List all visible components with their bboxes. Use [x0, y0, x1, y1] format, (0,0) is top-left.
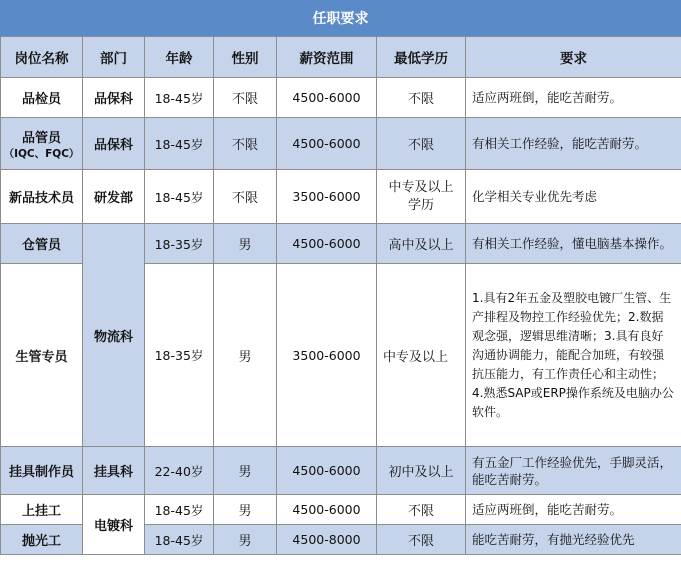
cell-position: 挂具制作员: [1, 447, 83, 495]
table-row: [1, 78, 681, 118]
header-education: 最低学历: [377, 37, 466, 78]
header-age: 年龄: [145, 37, 214, 78]
cell-education: 中专及以上: [377, 264, 466, 447]
cell-education: 初中及以上: [377, 447, 466, 495]
cell-dept: 品保科: [83, 118, 145, 170]
cell-age: 18-45岁: [145, 78, 214, 118]
cell-age: 18-45岁: [145, 525, 214, 555]
header-position: 岗位名称: [1, 37, 83, 78]
cell-gender: 不限: [214, 78, 277, 118]
header-gender: 性别: [214, 37, 277, 78]
cell-gender: 不限: [214, 170, 277, 224]
cell-gender: 男: [214, 495, 277, 525]
cell-requirement: 有五金厂工作经验优先，手脚灵活，能吃苦耐劳。: [466, 447, 681, 495]
table-row: [1, 224, 681, 264]
position-name: 品管员: [21, 130, 61, 146]
cell-position: 新品技术员: [1, 170, 83, 224]
cell-requirement: 能吃苦耐劳，有抛光经验优先: [466, 525, 681, 555]
cell-gender: 男: [214, 525, 277, 555]
cell-gender: 男: [214, 447, 277, 495]
cell-education: 不限: [377, 495, 466, 525]
position-subtitle: （IQC、FQC）: [3, 147, 80, 160]
cell-salary: 3500-6000: [277, 264, 377, 447]
cell-requirement: 1.具有2年五金及塑胶电镀厂生管、生产排程及物控工作经验优先；2.数据观念强，逻辑思维清晰；3.具有良好沟通协调能力，能配合加班，有较强抗压能力，有工作责任心和主动性；4.熟悉SAP或ERP操作系统及电脑办公软件。: [466, 264, 681, 447]
cell-education: 高中及以上: [377, 224, 466, 264]
cell-salary: 4500-6000: [277, 118, 377, 170]
table-row: [1, 170, 681, 224]
cell-salary: 4500-6000: [277, 447, 377, 495]
cell-position: 上挂工: [1, 495, 83, 525]
cell-requirement: 化学相关专业优先考虑: [466, 170, 681, 224]
cell-age: 18-45岁: [145, 118, 214, 170]
cell-requirement: 有相关工作经验，能吃苦耐劳。: [466, 118, 681, 170]
cell-age: 22-40岁: [145, 447, 214, 495]
header-requirement: 要求: [466, 37, 681, 78]
header-dept: 部门: [83, 37, 145, 78]
cell-salary: 4500-6000: [277, 495, 377, 525]
cell-salary: 4500-6000: [277, 224, 377, 264]
cell-position: [1, 118, 83, 170]
requirements-table: [0, 36, 681, 555]
header-row: [1, 37, 681, 78]
cell-gender: 不限: [214, 118, 277, 170]
cell-requirement: 适应两班倒，能吃苦耐劳。: [466, 78, 681, 118]
cell-requirement: 适应两班倒，能吃苦耐劳。: [466, 495, 681, 525]
table-title: 任职要求: [0, 0, 681, 36]
cell-education: 中专及以上学历: [377, 170, 466, 224]
table-row: [1, 447, 681, 495]
cell-requirement: 有相关工作经验，懂电脑基本操作。: [466, 224, 681, 264]
cell-position: 仓管员: [1, 224, 83, 264]
cell-gender: 男: [214, 264, 277, 447]
cell-age: 18-35岁: [145, 224, 214, 264]
cell-dept: 研发部: [83, 170, 145, 224]
cell-dept-merged: 物流科: [83, 224, 145, 447]
cell-position: 生管专员: [1, 264, 83, 447]
table-row: [1, 118, 681, 170]
cell-education: 不限: [377, 78, 466, 118]
header-salary: 薪资范围: [277, 37, 377, 78]
cell-position: 抛光工: [1, 525, 83, 555]
cell-age: 18-35岁: [145, 264, 214, 447]
cell-dept-merged: 电镀科: [83, 495, 145, 555]
cell-salary: 3500-6000: [277, 170, 377, 224]
cell-salary: 4500-6000: [277, 78, 377, 118]
cell-gender: 男: [214, 224, 277, 264]
cell-salary: 4500-8000: [277, 525, 377, 555]
cell-education: 不限: [377, 118, 466, 170]
cell-education: 不限: [377, 525, 466, 555]
table-row: [1, 495, 681, 525]
cell-position: 品检员: [1, 78, 83, 118]
cell-age: 18-45岁: [145, 495, 214, 525]
cell-dept: 挂具科: [83, 447, 145, 495]
cell-age: 18-45岁: [145, 170, 214, 224]
cell-dept: 品保科: [83, 78, 145, 118]
